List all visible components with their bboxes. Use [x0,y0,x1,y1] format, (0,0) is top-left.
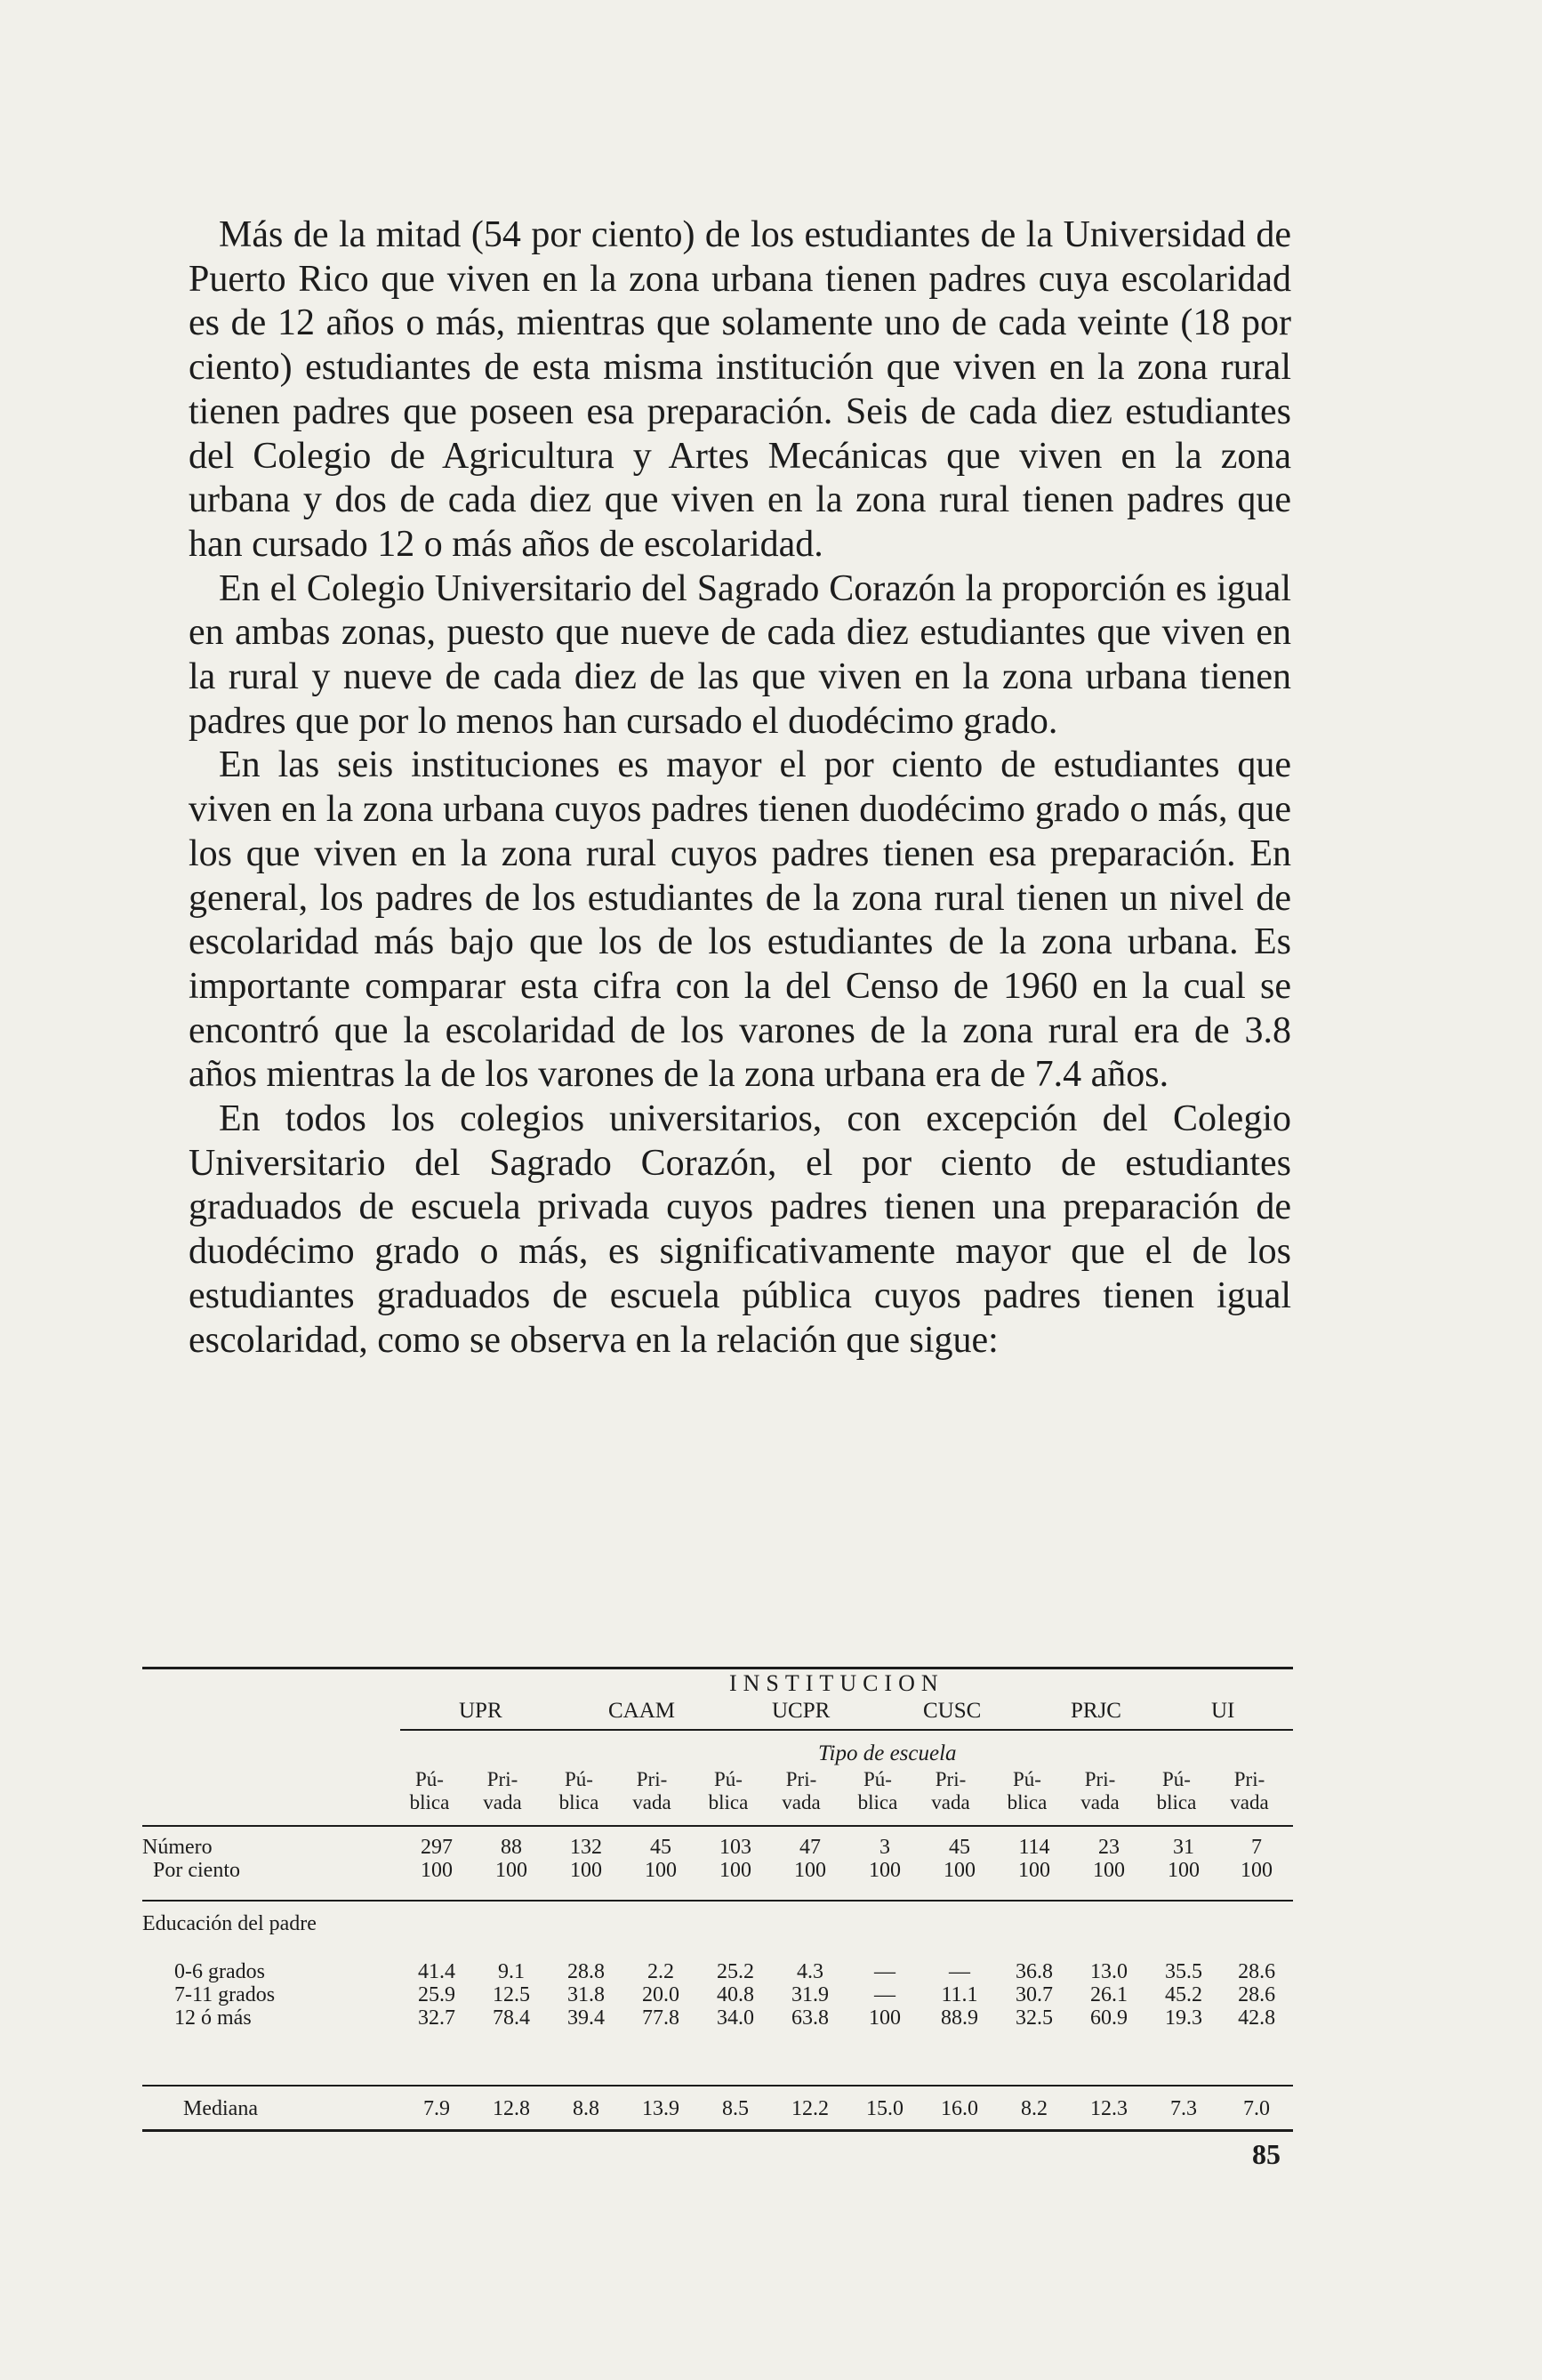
header-bottom-rule [142,1825,1293,1827]
mediana-row-cell: 8.2 [1021,2097,1048,2120]
paragraph-2: En el Colegio Universitario del Sagrado Corazón la proporción es igual en ambas zonas, puesto que nueve de cada diez estudiantes que viven en la rural y nueve de cada diez de las que viven en la zona urbana tienen padres que por lo menos han cursado el duodécimo grado. [189,567,1291,742]
paragraph-1: Más de la mitad (54 por ciento) de los estudiantes de la Universidad de Puerto Rico que viven en la zona urbana tienen padres cuya escolaridad es de 12 años o más, mientras que solamente uno de cada veinte (18 por ciento) estudiantes de esta misma institución que viven en la zona rural tienen padres que poseen esa preparación. Seis de cada diez estudiantes del Colegio de Agricultura y Artes Mecánicas que viven en la zona urbana y dos de cada diez que viven en la zona rural tienen padres que han cursado 12 o más años de escolaridad. [189,214,1291,565]
institution-header-rule [400,1729,1293,1731]
school-type-line1: Pú- [1162,1768,1191,1790]
por-ciento-row-cell: 100 [1093,1859,1125,1882]
school-type-line1: Pri- [636,1768,668,1790]
education-row-cell: 25.2 [717,1960,754,1983]
education-row-cell: 39.4 [567,2006,605,2030]
education-row-label: 12 ó más [174,2006,252,2030]
mediana-row [142,2097,1293,2120]
por-ciento-row-cell: 100 [1241,1859,1273,1882]
education-row-cell: 100 [869,2006,901,2030]
por-ciento-row-cell: 100 [645,1859,677,1882]
por-ciento-row-cell: 100 [1168,1859,1200,1882]
numero-row-label: Número [142,1836,213,1859]
education-row-cell: 31.9 [791,1983,829,2006]
school-type-line1: Pri- [1233,1768,1265,1790]
mediana-row-cell: 13.9 [642,2097,679,2120]
school-type-line2: blica [1007,1791,1048,1813]
school-type-line2: blica [409,1791,450,1813]
school-type-line1: Pú- [415,1768,444,1790]
numero-row-cell: 297 [421,1836,453,1859]
education-row-cell: 26.1 [1090,1983,1128,2006]
paragraph-4: En todos los colegios universitarios, con excepción del Colegio Universitario del Sagrado Corazón, el por ciento de estudiantes graduados de escuela privada cuyos padres tienen una preparación de duodécimo grado o más, es significativamente mayor que el de los estudiantes graduados de escuela pública cuyos padres tienen igual escolaridad, como se observa en la relación que sigue: [189,1098,1291,1361]
education-row-cell: 45.2 [1165,1983,1202,2006]
por-ciento-row-cell: 100 [495,1859,527,1882]
numero-row-cell: 47 [799,1836,821,1859]
school-type-line2: vada [632,1791,671,1813]
body-text [189,213,1291,1363]
education-row-cell: 11.1 [941,1983,978,2006]
education-row-cell: 60.9 [1090,2006,1128,2030]
education-row-cell: 9.1 [498,1960,525,1983]
mediana-row-cell: 7.3 [1170,2097,1197,2120]
table-bottom-rule [142,2129,1293,2132]
education-bottom-rule [142,2085,1293,2087]
school-type-line2: vada [931,1791,970,1813]
por-ciento-row-cell: 100 [570,1859,602,1882]
institution-header: UPR [459,1699,502,1723]
education-row-label: 7-11 grados [174,1983,276,2006]
education-row-cell: 31.8 [567,1983,605,2006]
education-row-cell: 19.3 [1165,2006,1202,2030]
education-row [142,2006,1293,2030]
education-row-cell: 25.9 [418,1983,455,2006]
education-row-cell: — [874,1983,895,2006]
education-row-cell: 35.5 [1165,1960,1202,1983]
por-ciento-row [142,1859,1293,1882]
numero-row [142,1836,1293,1859]
por-ciento-row-cell: 100 [794,1859,826,1882]
numero-row-cell: 114 [1018,1836,1050,1859]
numero-row-cell: 7 [1251,1836,1262,1859]
numero-row-cell: 31 [1173,1836,1194,1859]
institution-header: UCPR [772,1699,831,1723]
school-type-line2: vada [1080,1791,1120,1813]
education-row-cell: — [949,1960,970,1983]
education-row-cell: 4.3 [797,1960,823,1983]
education-row-cell: 32.7 [418,2006,455,2030]
education-row-cell: 63.8 [791,2006,829,2030]
median-row-table [142,2097,1293,2120]
school-type-line1: Pú- [1013,1768,1041,1790]
por-ciento-row-cell: 100 [869,1859,901,1882]
school-type-line2: blica [708,1791,749,1813]
education-row-cell: 32.5 [1016,2006,1053,2030]
mediana-row-cell: 15.0 [866,2097,904,2120]
school-type-line2: blica [1156,1791,1197,1813]
education-row-label: 0-6 grados [174,1960,265,1983]
mediana-row-cell: 12.3 [1090,2097,1128,2120]
paragraph-3: En las seis instituciones es mayor el por ciento de estudiantes que viven en la zona urbana cuyos padres tienen duodécimo grado o más, que los que viven en la zona rural cuyos padres tienen esa preparación. En general, los padres de los estudiantes de la zona rural tienen un nivel de escolaridad más bajo que los de los estudiantes de la zona urbana. Es importante comparar esta cifra con la del Censo de 1960 en la cual se encontró que la escolaridad de los varones de la zona rural era de 3.8 años mientras la de los varones de la zona urbana era de 7.4 años. [189,744,1291,1096]
school-type-line1: Pú- [863,1768,892,1790]
por-ciento-row-cell: 100 [944,1859,976,1882]
table-top-rule [142,1667,1293,1669]
institution-header: UI [1211,1699,1235,1723]
numero-row-cell: 132 [570,1836,602,1859]
institution-header: PRJC [1071,1699,1121,1723]
institution-header: CUSC [923,1699,982,1723]
mediana-row-cell: 8.5 [722,2097,749,2120]
mediana-row-cell: 7.0 [1243,2097,1270,2120]
education-row-cell: 13.0 [1090,1960,1128,1983]
school-type-line1: Pri- [785,1768,817,1790]
por-ciento-row-cell: 100 [421,1859,453,1882]
education-row-cell: 34.0 [717,2006,754,2030]
education-row-cell: 12.5 [493,1983,530,2006]
institution-header-row [142,1699,1293,1725]
school-type-line2: blica [857,1791,898,1813]
school-type-line2: vada [782,1791,821,1813]
education-header-row [142,1912,1293,1960]
numero-row-cell: 3 [879,1836,890,1859]
education-row-cell: 28.6 [1238,1960,1276,1983]
education-row-cell: — [874,1960,895,1983]
education-row-cell: 28.6 [1238,1983,1276,2006]
mediana-row-cell: 8.8 [573,2097,599,2120]
mediana-row-cell: 7.9 [423,2097,450,2120]
mediana-row-cell: 16.0 [941,2097,978,2120]
school-type-line1: Pú- [714,1768,743,1790]
numero-row-cell: 103 [719,1836,751,1859]
education-row-cell: 20.0 [642,1983,679,2006]
school-type-line2: vada [1230,1791,1269,1813]
school-type-line2: vada [483,1791,522,1813]
school-type-line1: Pri- [486,1768,518,1790]
school-type-line1: Pri- [1084,1768,1116,1790]
table-body [142,1836,1293,1882]
por-ciento-row-label: Por ciento [153,1859,240,1882]
education-row-cell: 78.4 [493,2006,530,2030]
mediana-row-label: Mediana [183,2097,258,2120]
education-row [142,1983,1293,2006]
mediana-row-cell: 12.8 [493,2097,530,2120]
education-row-cell: 36.8 [1016,1960,1053,1983]
education-row-cell: 88.9 [941,2006,978,2030]
education-row-cell: 77.8 [642,2006,679,2030]
numero-row-cell: 88 [501,1836,522,1859]
school-type-line1: Pri- [935,1768,967,1790]
education-row-cell: 42.8 [1238,2006,1276,2030]
education-row-cell: 2.2 [647,1960,674,1983]
page-number: 85 [1252,2138,1281,2170]
numero-row-cell: 45 [949,1836,970,1859]
por-ciento-row-cell: 100 [1018,1859,1050,1882]
education-row-cell: 41.4 [418,1960,455,1983]
education-label: Educación del padre [142,1912,317,1935]
school-type-line1: Pú- [565,1768,593,1790]
por-ciento-row-cell: 100 [719,1859,751,1882]
institution-super-header: INSTITUCION [729,1670,944,1696]
school-type-line2: blica [558,1791,599,1813]
education-row-cell: 28.8 [567,1960,605,1983]
education-row-cell: 40.8 [717,1983,754,2006]
book-page: Más de la mitad (54 por ciento) de los estudiantes de la Universidad de Puerto Rico que viven en la zona urbana tienen padres cuya escolaridad es de 12 años o más, mientras que solamente uno de cada veinte (18 por ciento) estudiantes de esta misma institución que viven en la zona rural tienen padres que poseen esa preparación. Seis de cada diez estudiantes del Colegio de Agricultura y Artes Mecánicas que viven en la zona urbana y dos de cada diez que viven en la zona rural tienen padres que han cursado 12 o más años de escolaridad. En el Colegio Universitario del Sagrado Corazón la proporción es igual en ambas zonas, puesto que nueve de cada diez estudiantes que viven en la rural y nueve de cada diez de las que viven en la zona urbana tienen padres que por lo menos han cursado el duodécimo grado. En las seis instituciones es mayor el por ciento de estudiantes que viven en la zona urbana cuyos padres tienen duodécimo grado o más, que los que viven en la zona rural cuyos padres tienen esa preparación. En general, los padres de los estudiantes de la zona rural tienen un nivel de escolaridad más bajo que los de los estudiantes de la zona urbana. Es importante comparar esta cifra con la del Censo de 1960 en la cual se encontró que la escolaridad de los varones de la zona rural era de 3.8 años mientras la de los varones de la zona urbana era de 7.4 años. En todos los colegios universitarios, con excepción del Colegio Universitario del Sagrado Corazón, el por ciento de estudiantes graduados de escuela privada cuyos padres tienen una preparación de duodécimo grado o más, es significativamente mayor que el de los estudiantes graduados de escuela pública cuyos padres tienen igual escolaridad, como se observa en la relación que sigue: INSTITUCION UPR CAAM UCPR CUSC PRJC UI Tipo de escuela Pú- blica Pri- vada Pú- blica Pri- vada Pú- blica Pri- vada Pú- blica Pri- vada Pú- blica Pri- vada Pú- blica Pri- vada Número 297 88 132 45 103 47 3 45 114 23 31 7 Por ciento 100 100 100 100 100 100 100 100 100 100 100 100 Educación del padre 0-6 grados 41.4 9.1 28.8 2.2 25.2 4.3 — — 36.8 13.0 35.5 28.6 7-11 grados 25.9 12.5 31.8 20.0 40.8 31.9 — 11.1 30.7 26.1 45.2 28.6 12 ó más 32.7 78.4 39.4 77.8 34.0 63.8 100 88.9 32.5 60.9 19.3 42.8 Mediana 7.9 12.8 8.8 13.9 8.5 12.2 15.0 16.0 8.2 12.3 7.3 7.0 85 [0,0,1542,2380]
counts-bottom-rule [142,1900,1293,1902]
mediana-row-cell: 12.2 [791,2097,829,2120]
institution-header: CAAM [608,1699,676,1723]
numero-row-cell: 23 [1098,1836,1120,1859]
numero-row-cell: 45 [650,1836,671,1859]
education-row-cell: 30.7 [1016,1983,1053,2006]
education-row [142,1960,1293,1983]
education-rows [142,1912,1293,2030]
